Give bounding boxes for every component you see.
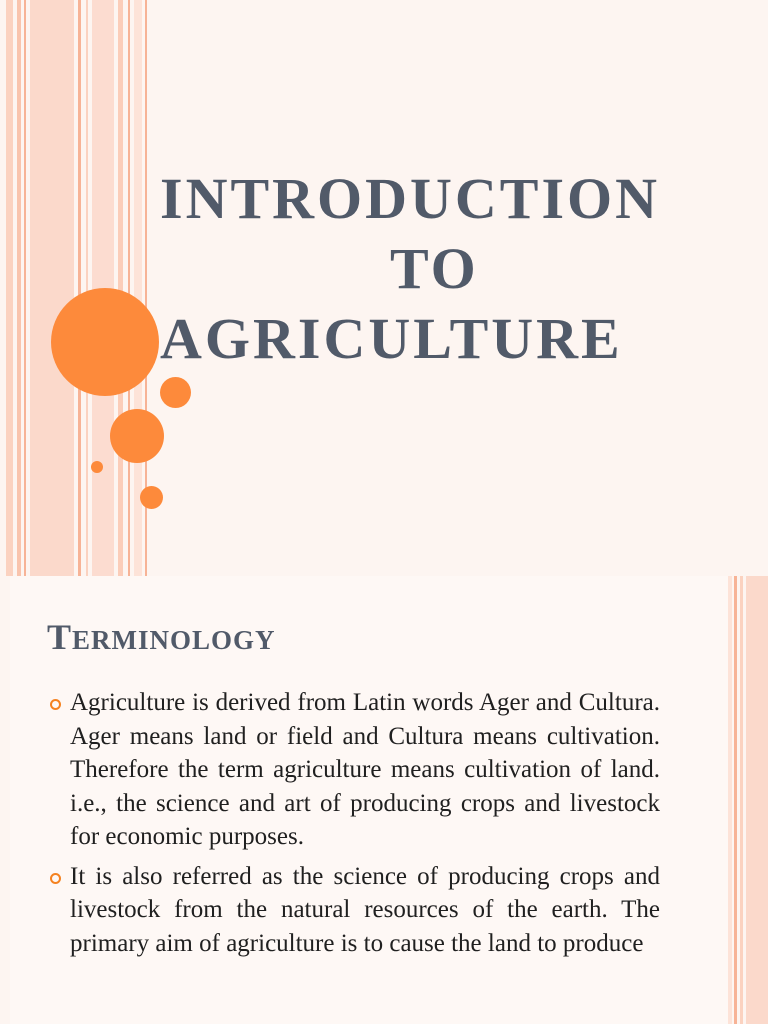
slide-heading: [47, 616, 276, 658]
heading-initial: T: [47, 617, 73, 657]
orange-circle: [140, 486, 163, 509]
heading-rest: ERMINOLOGY: [72, 625, 276, 655]
ring-bullet-icon: [50, 873, 61, 884]
list-item: [48, 860, 660, 961]
slide-title: [160, 164, 720, 374]
large-orange-circle: [51, 288, 159, 396]
orange-circle: [160, 377, 191, 408]
decorative-stripes: [0, 0, 150, 576]
orange-circle: [91, 461, 103, 473]
bullet-text: It is also referred as the science of producing crops and livestock from the natural resources of the earth. The primary aim of agriculture is to cause the land to produce: [70, 862, 660, 957]
list-item: [48, 686, 660, 854]
bullet-text: Agriculture is derived from Latin words Ager and Cultura. Ager means land or field and Cultura means cultivation. Therefore the term agriculture means cultivation of land. i.e., the science and art of producing crops and livestock for economic purposes.: [70, 689, 660, 850]
decorative-stripes: [728, 576, 768, 1024]
title-line: TO: [390, 236, 479, 301]
title-line: INTRODUCTION: [160, 166, 661, 231]
bullet-list: [48, 686, 660, 966]
title-line: AGRICULTURE: [160, 306, 623, 371]
orange-circle: [110, 409, 164, 463]
ring-bullet-icon: [50, 699, 61, 710]
content-slide: [0, 576, 768, 1024]
